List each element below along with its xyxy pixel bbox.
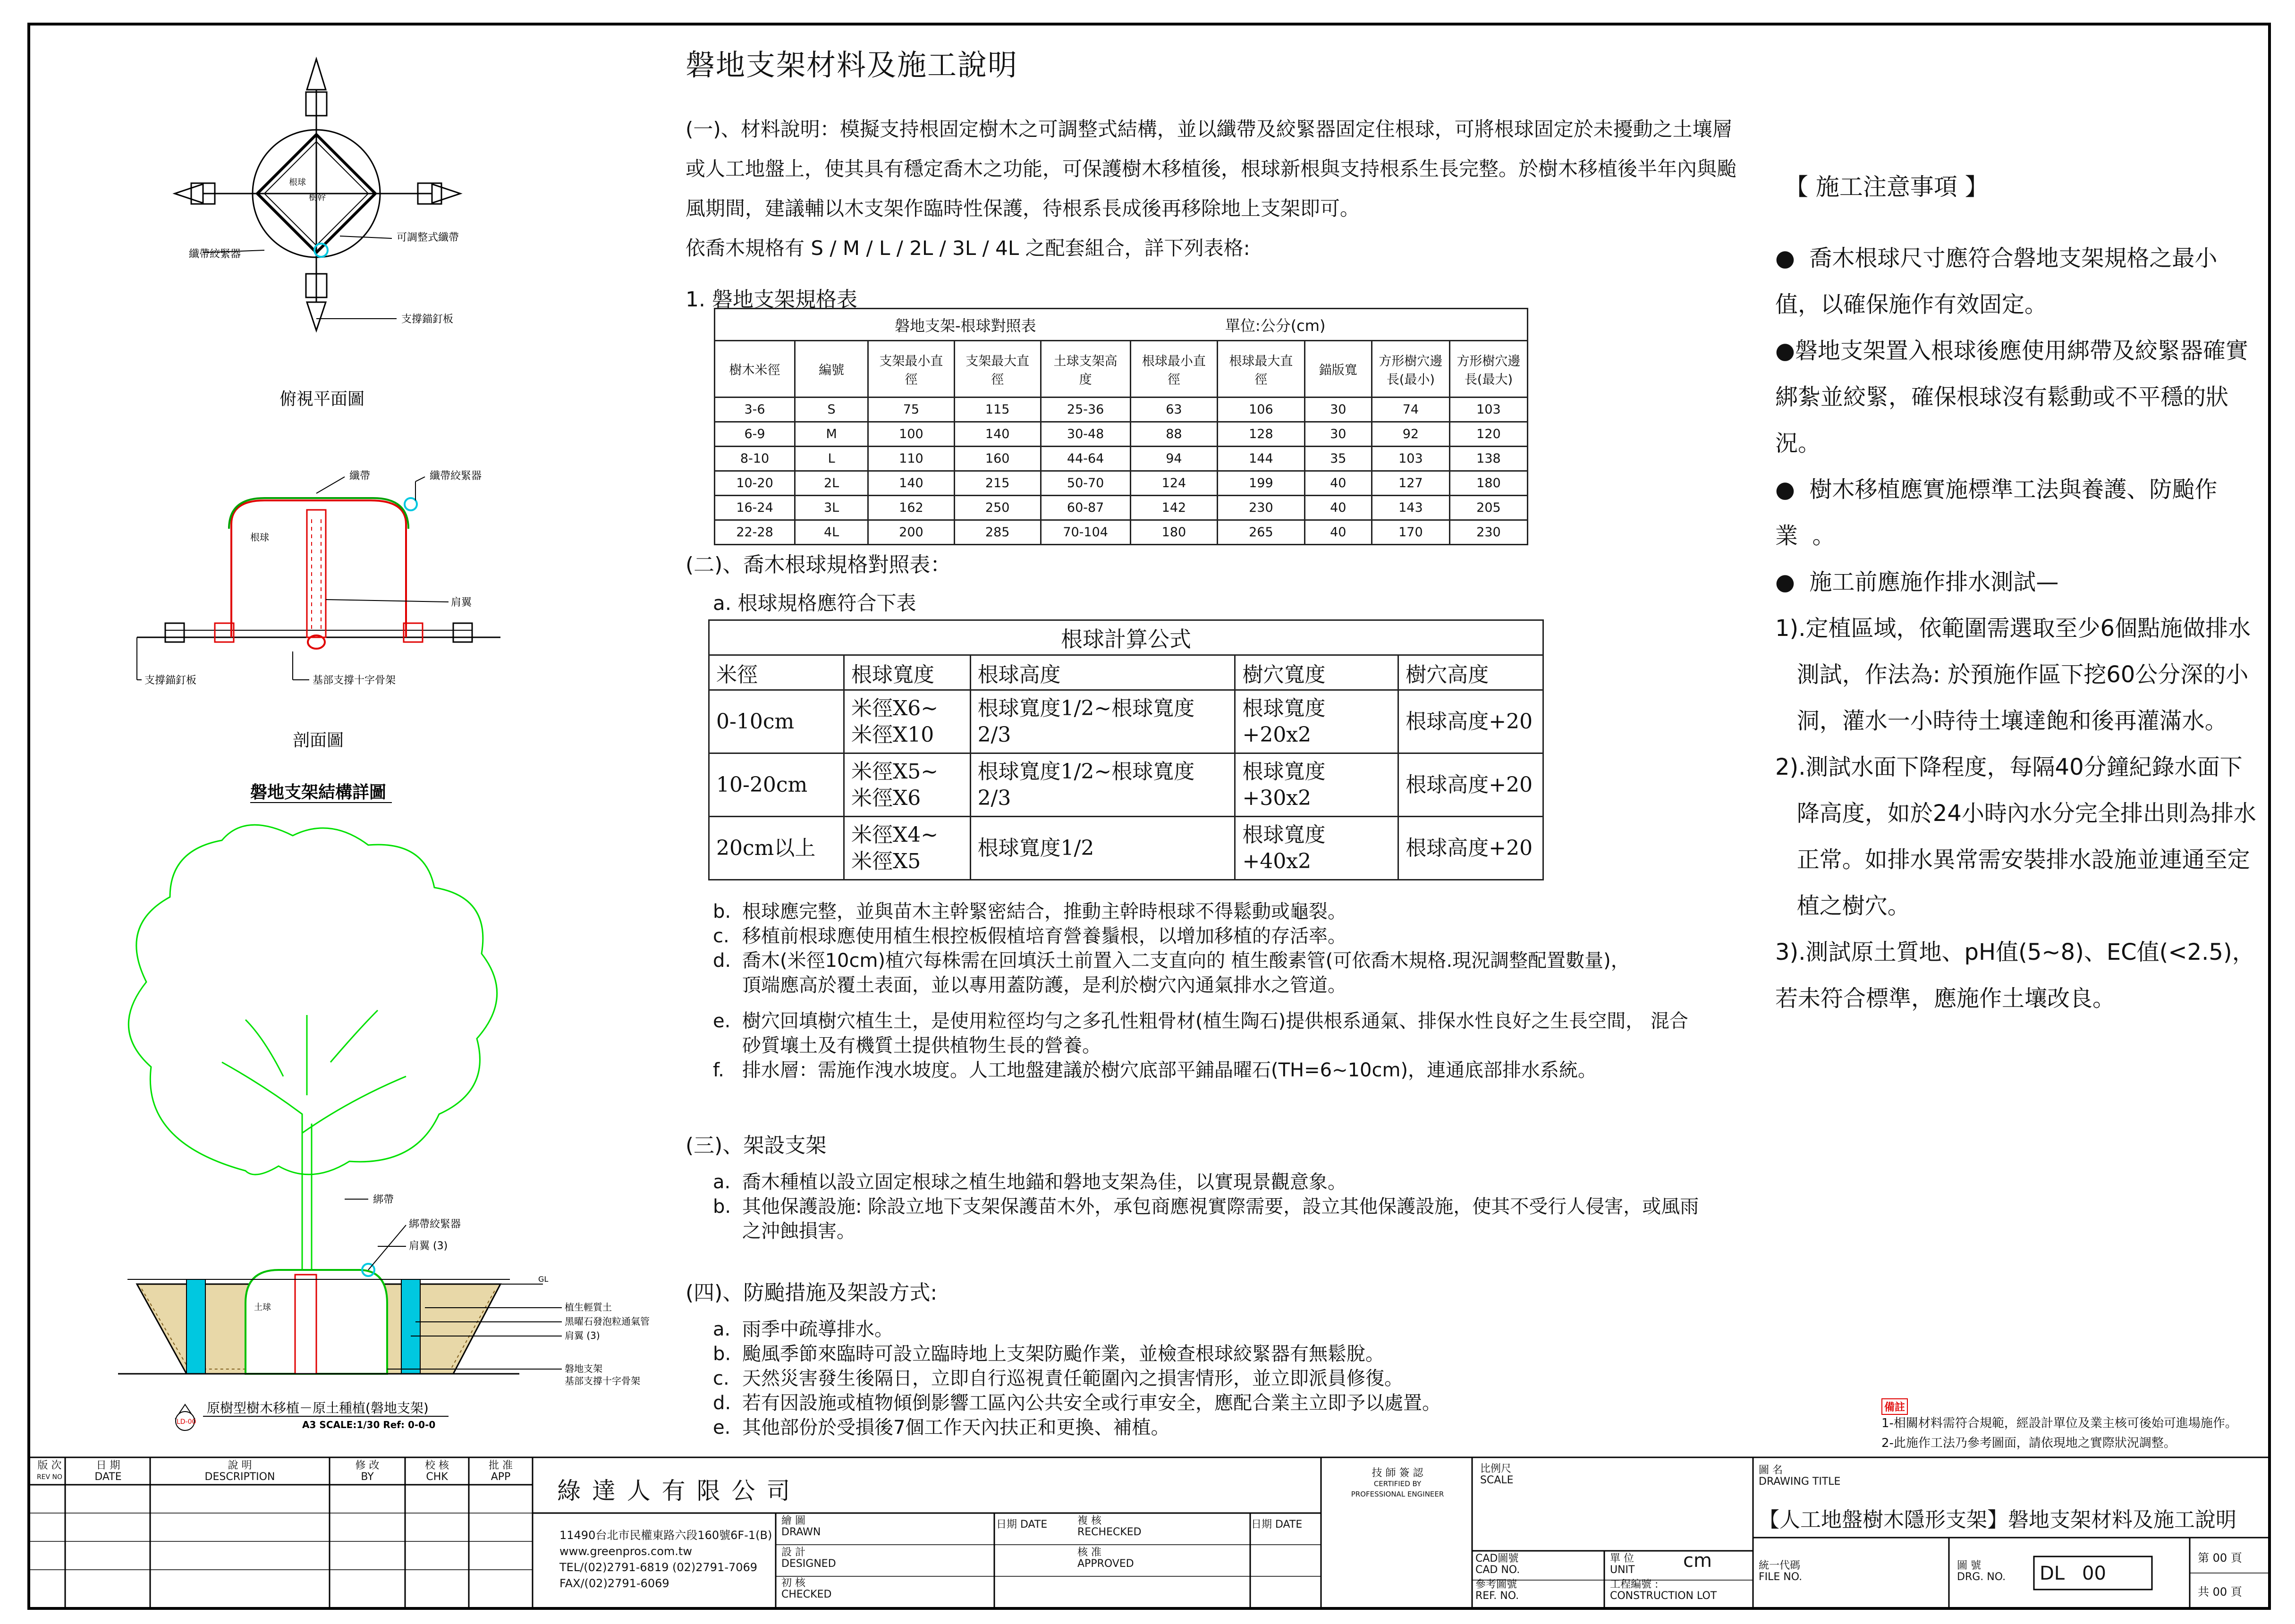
spec-row bbox=[715, 471, 1528, 496]
section3-items bbox=[713, 1170, 1699, 1243]
spec-cell: 30 bbox=[1304, 398, 1372, 422]
spec-cell: 140 bbox=[954, 422, 1041, 447]
list-item bbox=[713, 899, 1688, 924]
drawings-svg bbox=[0, 0, 661, 1463]
company-fax: FAX/(02)2791-6069 bbox=[559, 1577, 669, 1590]
spec-cell: 40 bbox=[1304, 471, 1372, 496]
spec-cell: 180 bbox=[1449, 471, 1527, 496]
remarks-tag: 備註 bbox=[1881, 1398, 1908, 1415]
root-cell: 根球寬度1/2 bbox=[970, 817, 1235, 880]
root-row bbox=[709, 753, 1543, 817]
spec-cell: 124 bbox=[1130, 471, 1217, 496]
spec-cell: 25-36 bbox=[1041, 398, 1130, 422]
note-line: ●磐地支架置入根球後應使用綁帶及絞緊器確實 bbox=[1775, 338, 2248, 364]
spec-th: 方形樹穴邊長(最大) bbox=[1449, 341, 1527, 398]
note-line: ● 施工前應施作排水測試— bbox=[1775, 569, 2059, 595]
remarks bbox=[1881, 1413, 2237, 1453]
spec-cell: 40 bbox=[1304, 496, 1372, 520]
company-website: www.greenpros.com.tw bbox=[559, 1545, 692, 1558]
page-total: 共 00 頁 bbox=[2198, 1585, 2242, 1599]
spec-cell: 30 bbox=[1304, 422, 1372, 447]
root-cell: 米徑X6~ 米徑X10 bbox=[844, 690, 970, 753]
intro-line: 或人工地盤上，使其具有穩定喬木之功能，可保護樹木移植後，根球新根與支持根系生長完整。於樹木移植後半年內與颱 bbox=[686, 157, 1737, 180]
root-cell: 根球寬度+30x2 bbox=[1235, 753, 1398, 817]
list-item bbox=[713, 1342, 1441, 1366]
spec-cell: 50-70 bbox=[1041, 471, 1130, 496]
section2-items bbox=[713, 899, 1688, 1083]
rev-col-chk: 校 核 CHK bbox=[425, 1460, 449, 1483]
spec-cell: S bbox=[795, 398, 868, 422]
remark-line: 1-相關材料需符合規範，經設計單位及業主核可後始可進場施作。 bbox=[1881, 1416, 2237, 1430]
root-th: 米徑 bbox=[709, 655, 844, 690]
plan-label-trunk: 樹幹 bbox=[309, 193, 326, 203]
list-item bbox=[713, 1317, 1441, 1342]
spec-cell: 250 bbox=[954, 496, 1041, 520]
list-item bbox=[713, 1391, 1441, 1415]
item-label: d. bbox=[713, 950, 731, 972]
spec-cell: 10-20 bbox=[715, 471, 795, 496]
detail-label-cross-frame: 基部支撐十字骨架 bbox=[565, 1375, 640, 1387]
note-line: 洞，灌水一小時待土壤達飽和後再灌滿水。 bbox=[1775, 708, 2227, 734]
section-label-rootball: 根球 bbox=[250, 532, 269, 543]
item-label: f. bbox=[713, 1059, 724, 1081]
detail-label-rootball: 土球 bbox=[254, 1303, 271, 1312]
spec-cell: 285 bbox=[954, 520, 1041, 545]
item-label: a. bbox=[713, 1319, 731, 1340]
plan-label-strap: 可調整式纖帶 bbox=[397, 232, 459, 244]
company-address: 11490台北市民權東路六段160號6F-1(B) bbox=[559, 1529, 772, 1542]
remark-line: 2-此施作工法乃參考圖面，請依現地之實際狀況調整。 bbox=[1881, 1436, 2176, 1450]
spec-th: 支架最大直徑 bbox=[954, 341, 1041, 398]
rev-col-app: 批 准 APP bbox=[489, 1460, 513, 1483]
company-name: 綠 達 人 有 限 公 司 bbox=[557, 1477, 792, 1505]
file-no-label: 統一代碼 FILE NO. bbox=[1759, 1560, 1803, 1583]
root-cell: 根球寬度+40x2 bbox=[1235, 817, 1398, 880]
spec-cell: 44-64 bbox=[1041, 447, 1130, 471]
tree-detail bbox=[118, 825, 562, 1374]
detail-label-shoulder2: 肩翼 (3) bbox=[565, 1330, 600, 1341]
root-cell: 20cm以上 bbox=[709, 817, 844, 880]
plan-label-anchor-plate: 支撐錨釘板 bbox=[401, 313, 454, 325]
root-table bbox=[708, 619, 1544, 880]
root-th: 根球寬度 bbox=[844, 655, 970, 690]
section-label-anchor-plate: 支撐錨釘板 bbox=[144, 675, 197, 686]
spec-cell: 22-28 bbox=[715, 520, 795, 545]
detail-label-frame: 磐地支架 bbox=[565, 1363, 602, 1374]
root-cell: 根球寬度+20x2 bbox=[1235, 690, 1398, 753]
spec-cell: 2L bbox=[795, 471, 868, 496]
spec-cell: 110 bbox=[868, 447, 955, 471]
checked-label: 初 核 CHECKED bbox=[781, 1577, 832, 1600]
item-label: b. bbox=[713, 901, 731, 922]
root-th: 根球高度 bbox=[970, 655, 1235, 690]
scale-label: 比例尺 SCALE bbox=[1480, 1463, 1514, 1486]
spec-cell: 88 bbox=[1130, 422, 1217, 447]
spec-cell: 40 bbox=[1304, 520, 1372, 545]
section-label-cross-frame: 基部支撐十字骨架 bbox=[313, 675, 396, 686]
spec-th: 支架最小直徑 bbox=[868, 341, 955, 398]
spec-th: 編號 bbox=[795, 341, 868, 398]
ref-no-label: 參考圖號 REF. NO. bbox=[1475, 1579, 1519, 1602]
rechecked-label: 複 核 RECHECKED bbox=[1077, 1515, 1142, 1538]
section3-heading: (三)、架設支架 bbox=[686, 1133, 827, 1158]
intro-line: 依喬木規格有 S / M / L / 2L / 3L / 4L 之配套組合，詳下列表格: bbox=[686, 237, 1250, 260]
spec-cell: 120 bbox=[1449, 422, 1527, 447]
spec-cell: 160 bbox=[954, 447, 1041, 471]
drawn-label: 繪 圖 DRAWN bbox=[781, 1515, 821, 1538]
spec-row bbox=[715, 398, 1528, 422]
root-header-row bbox=[709, 655, 1543, 690]
spec-th: 方形樹穴邊長(最小) bbox=[1372, 341, 1449, 398]
spec-row bbox=[715, 447, 1528, 471]
note-line: 綁紮並絞緊，確保根球沒有鬆動或不平穩的狀 bbox=[1775, 384, 2229, 410]
spec-cell: 30-48 bbox=[1041, 422, 1130, 447]
spec-cell: 144 bbox=[1218, 447, 1304, 471]
list-item bbox=[713, 1058, 1688, 1083]
spec-cell: L bbox=[795, 447, 868, 471]
item-label: b. bbox=[713, 1343, 731, 1365]
note-line: 3).測試原土質地、pH值(5~8)、EC值(<2.5)， bbox=[1775, 939, 2255, 965]
cad-no-label: CAD圖號 CAD NO. bbox=[1475, 1553, 1520, 1576]
section4-heading: (四)、防颱措施及架設方式: bbox=[686, 1281, 938, 1305]
note-line: 植之樹穴。 bbox=[1775, 893, 1910, 919]
spec-table bbox=[714, 308, 1528, 545]
root-th: 樹穴高度 bbox=[1398, 655, 1543, 690]
root-caption: 根球計算公式 bbox=[709, 620, 1543, 655]
spec-th: 根球最大直徑 bbox=[1218, 341, 1304, 398]
section2-heading: (二)、喬木根球規格對照表： bbox=[686, 553, 951, 577]
intro-paragraph bbox=[686, 110, 1736, 268]
spec-th: 土球支架高度 bbox=[1041, 341, 1130, 398]
item-label: c. bbox=[713, 1368, 729, 1389]
spec-cell: 142 bbox=[1130, 496, 1217, 520]
spec-row bbox=[715, 496, 1528, 520]
spec-caption: 磐地支架-根球對照表 單位:公分(cm) bbox=[715, 309, 1528, 341]
detail-label-tube: 黑曜石發泡粒通氣管 bbox=[565, 1316, 650, 1327]
item-text: 其他保護設施: 除設立地下支架保護苗木外，承包商應視實際需要，設立其他保護設施，使其不受行人侵害，或風雨 bbox=[742, 1196, 1699, 1218]
list-item bbox=[713, 1170, 1699, 1194]
item-label: d. bbox=[713, 1392, 731, 1414]
spec-cell: 75 bbox=[868, 398, 955, 422]
spec-cell: 92 bbox=[1372, 422, 1449, 447]
spec-cell: 180 bbox=[1130, 520, 1217, 545]
root-body bbox=[709, 690, 1543, 880]
drawing-title: 【人工地盤樹木隱形支架】磐地支架材料及施工說明 bbox=[1759, 1508, 2236, 1532]
note-line: 值，以確保施作有效固定。 bbox=[1775, 291, 2048, 318]
spec-body bbox=[715, 398, 1528, 545]
root-cell: 0-10cm bbox=[709, 690, 844, 753]
item-text: 喬木種植以設立固定根球之植生地錨和磐地支架為佳，以實現景觀意象。 bbox=[742, 1171, 1347, 1193]
engineer-label: 技 師 簽 認 CERTIFIED BY PROFESSIONAL ENGINEER bbox=[1351, 1467, 1444, 1498]
approved-label: 核 准 APPROVED bbox=[1077, 1547, 1134, 1570]
intro-line: 風期間，建議輔以木支架作臨時性保護，待根系長成後再移除地上支架即可。 bbox=[686, 197, 1360, 220]
drg-no-label: 圖 號 DRG. NO. bbox=[1957, 1560, 2006, 1583]
root-cell: 米徑X5~ 米徑X6 bbox=[844, 753, 970, 817]
spec-row bbox=[715, 520, 1528, 545]
detail-label-shoulder: 肩翼 (3) bbox=[409, 1240, 448, 1252]
spec-header-row bbox=[715, 341, 1528, 398]
plan-view-label: 俯視平面圖 bbox=[279, 389, 365, 409]
item-text: 頂端應高於覆土表面，並以專用蓋防護，是利於樹穴內通氣排水之管道。 bbox=[742, 974, 1347, 996]
item-text: 若有因設施或植物傾倒影響工區內公共安全或行車安全，應配合業主立即予以處置。 bbox=[742, 1392, 1441, 1414]
notes-heading: 【 施工注意事項 】 bbox=[1785, 173, 1989, 201]
item-text: 其他部份於受損後7個工作天內扶正和更換、補植。 bbox=[742, 1417, 1170, 1438]
detail-label-strap: 綁帶 bbox=[373, 1194, 394, 1206]
lot-label: 工程編號 : CONSTRUCTION LOT bbox=[1610, 1579, 1717, 1602]
detail-ref-symbol bbox=[176, 1404, 196, 1430]
item-text: 之沖蝕損害。 bbox=[742, 1220, 855, 1242]
root-row bbox=[709, 690, 1543, 753]
designed-label: 設 計 DESIGNED bbox=[781, 1547, 836, 1570]
list-item bbox=[713, 1415, 1441, 1440]
root-cell: 10-20cm bbox=[709, 753, 844, 817]
rev-col-desc: 說 明 DESCRIPTION bbox=[204, 1460, 275, 1483]
spec-cell: 3-6 bbox=[715, 398, 795, 422]
section-label-shoulder: 肩翼 bbox=[451, 597, 472, 609]
spec-cell: 8-10 bbox=[715, 447, 795, 471]
company-contact bbox=[559, 1527, 772, 1591]
spec-cell: 16-24 bbox=[715, 496, 795, 520]
note-line: ● 樹木移植應實施標準工法與養護、防颱作 bbox=[1775, 476, 2218, 503]
detail-title: 磐地支架結構詳圖 bbox=[250, 783, 387, 802]
spec-cell: 103 bbox=[1372, 447, 1449, 471]
detail-label-tensioner: 綁帶絞緊器 bbox=[409, 1218, 461, 1230]
item-text: 樹穴回填樹穴植生土，是使用粒徑均勻之多孔性粗骨材(植生陶石)提供根系通氣、排保水性良好之生長空間， 混合 bbox=[742, 1010, 1688, 1032]
detail-caption: 原樹型樹木移植－原土種植(磐地支架) bbox=[207, 1400, 429, 1416]
spec-cell: 230 bbox=[1218, 496, 1304, 520]
root-th: 樹穴寬度 bbox=[1235, 655, 1398, 690]
list-item bbox=[713, 1194, 1699, 1243]
spec-cell: 70-104 bbox=[1041, 520, 1130, 545]
spec-cell: 60-87 bbox=[1041, 496, 1130, 520]
note-line: 業 。 bbox=[1775, 523, 1835, 549]
detail-scale: A3 SCALE:1/30 Ref: 0-0-0 bbox=[302, 1419, 436, 1430]
unit-value: cm bbox=[1683, 1550, 1712, 1572]
spec-cell: 127 bbox=[1372, 471, 1449, 496]
spec-cell: 100 bbox=[868, 422, 955, 447]
spec-cell: 230 bbox=[1449, 520, 1527, 545]
item-text: 雨季中疏導排水。 bbox=[742, 1319, 893, 1340]
list-item bbox=[713, 1009, 1688, 1058]
spec-cell: 170 bbox=[1372, 520, 1449, 545]
root-cell: 根球高度+20 bbox=[1398, 817, 1543, 880]
svg-text:LD-00: LD-00 bbox=[177, 1418, 196, 1426]
note-line: 正常。如排水異常需安裝排水設施並連通至定 bbox=[1775, 846, 2250, 873]
page-number: 第 00 頁 bbox=[2198, 1551, 2242, 1565]
rev-col-by: 修 改 BY bbox=[355, 1460, 380, 1483]
spec-cell: 215 bbox=[954, 471, 1041, 496]
item-text: 移植前根球應使用植生根控板假植培育營養鬚根，以增加移植的存活率。 bbox=[742, 925, 1347, 947]
section-view bbox=[137, 477, 500, 680]
spec-cell: 162 bbox=[868, 496, 955, 520]
spec-th: 樹木米徑 bbox=[715, 341, 795, 398]
spec-row bbox=[715, 422, 1528, 447]
section2-sub-a: a. 根球規格應符合下表 bbox=[713, 592, 916, 615]
item-text: 天然災害發生後隔日，立即自行巡視責任範圍內之損害情形，並立即派員修復。 bbox=[742, 1368, 1403, 1389]
list-item bbox=[713, 1366, 1441, 1391]
section4-items bbox=[713, 1317, 1441, 1440]
item-text: 颱風季節來臨時可設立臨時地上支架防颱作業，並檢查根球絞緊器有無鬆脫。 bbox=[742, 1343, 1384, 1365]
spec-cell: 265 bbox=[1218, 520, 1304, 545]
spec-th: 根球最小直徑 bbox=[1130, 341, 1217, 398]
spec-cell: 3L bbox=[795, 496, 868, 520]
list-item bbox=[713, 924, 1688, 948]
rev-col-date: 日 期 DATE bbox=[94, 1460, 122, 1483]
spec-cell: 115 bbox=[954, 398, 1041, 422]
spec-cell: 143 bbox=[1372, 496, 1449, 520]
spec-cell: 35 bbox=[1304, 447, 1372, 471]
root-row bbox=[709, 817, 1543, 880]
item-text: 根球應完整，並與苗木主幹緊密結合，推動主幹時根球不得鬆動或龜裂。 bbox=[742, 901, 1347, 922]
note-line: 測試，作法為: 於預施作區下挖60公分深的小 bbox=[1775, 661, 2249, 688]
date-label-2: 日期 DATE bbox=[1251, 1519, 1303, 1531]
plan-label-tensioner: 纖帶絞緊器 bbox=[189, 248, 241, 260]
item-label: a. bbox=[713, 1171, 731, 1193]
spec-cell: 140 bbox=[868, 471, 955, 496]
spec-cell: 200 bbox=[868, 520, 955, 545]
item-text: 砂質壤土及有機質土提供植物生長的營養。 bbox=[742, 1035, 1101, 1057]
intro-line: (一)、材料說明：模擬支持根固定樹木之可調整式結構，並以纖帶及絞緊器固定住根球，可將根球固定於未擾動之土壤層 bbox=[686, 118, 1732, 141]
root-cell: 根球寬度1/2~根球寬度2/3 bbox=[970, 753, 1235, 817]
section-label-tensioner: 纖帶絞緊器 bbox=[430, 470, 482, 482]
spec-cell: 199 bbox=[1218, 471, 1304, 496]
drg-no-prefix: DL bbox=[2040, 1563, 2065, 1584]
spec-cell: 205 bbox=[1449, 496, 1527, 520]
note-line: 況。 bbox=[1775, 430, 1821, 457]
page-title: 磐地支架材料及施工說明 bbox=[686, 48, 1018, 82]
detail-label-soil: 植生輕質土 bbox=[565, 1302, 612, 1313]
plan-label-rootball: 根球 bbox=[289, 178, 306, 187]
company-tel: TEL/(02)2791-6819 (02)2791-7069 bbox=[559, 1561, 758, 1574]
note-line: 若未符合標準，應施作土壤改良。 bbox=[1775, 985, 2116, 1012]
spec-cell: M bbox=[795, 422, 868, 447]
unit-label: 單 位 UNIT bbox=[1610, 1553, 1635, 1576]
spec-cell: 106 bbox=[1218, 398, 1304, 422]
list-item bbox=[713, 948, 1688, 998]
item-label: e. bbox=[713, 1010, 731, 1032]
item-label: e. bbox=[713, 1417, 731, 1438]
note-line: 1).定植區域，依範圍需選取至少6個點施做排水 bbox=[1775, 615, 2251, 642]
spec-cell: 103 bbox=[1449, 398, 1527, 422]
drawing-title-label: 圖 名 DRAWING TITLE bbox=[1759, 1464, 1841, 1488]
spec-cell: 94 bbox=[1130, 447, 1217, 471]
root-cell: 根球寬度1/2~根球寬度2/3 bbox=[970, 690, 1235, 753]
root-cell: 米徑X4~ 米徑X5 bbox=[844, 817, 970, 880]
item-text: 排水層：需施作洩水坡度。人工地盤建議於樹穴底部平鋪晶曜石(TH=6~10cm)，連通底部排水系統。 bbox=[742, 1059, 1597, 1081]
detail-label-gl: GL bbox=[538, 1275, 549, 1284]
note-line: ● 喬木根球尺寸應符合磐地支架規格之最小 bbox=[1775, 245, 2218, 271]
note-line: 2).測試水面下降程度，每隔40分鐘紀錄水面下 bbox=[1775, 754, 2243, 780]
item-label: c. bbox=[713, 925, 729, 947]
item-text: 喬木(米徑10cm)植穴每株需在回填沃土前置入二支直向的 植生酸素管(可依喬木規格.現況調整配置數量)， bbox=[742, 950, 1630, 972]
spec-cell: 4L bbox=[795, 520, 868, 545]
drg-no-value: 00 bbox=[2082, 1563, 2106, 1584]
rev-col-rev: 版 次 REV NO bbox=[36, 1460, 63, 1481]
note-line: 降高度，如於24小時內水分完全排出則為排水 bbox=[1775, 800, 2256, 827]
notes-body bbox=[1775, 235, 2256, 1022]
section-view-label: 剖面圖 bbox=[293, 731, 344, 750]
spec-cell: 6-9 bbox=[715, 422, 795, 447]
spec-cell: 128 bbox=[1218, 422, 1304, 447]
section-label-strap: 纖帶 bbox=[349, 470, 371, 482]
root-cell: 根球高度+20 bbox=[1398, 690, 1543, 753]
spec-cell: 74 bbox=[1372, 398, 1449, 422]
spec-heading: 1. 磐地支架規格表 bbox=[686, 288, 857, 312]
spec-cell: 63 bbox=[1130, 398, 1217, 422]
date-label-1: 日期 DATE bbox=[996, 1519, 1048, 1531]
item-label: b. bbox=[713, 1196, 731, 1218]
spec-th: 錨版寬 bbox=[1304, 341, 1372, 398]
spec-cell: 138 bbox=[1449, 447, 1527, 471]
root-cell: 根球高度+20 bbox=[1398, 753, 1543, 817]
